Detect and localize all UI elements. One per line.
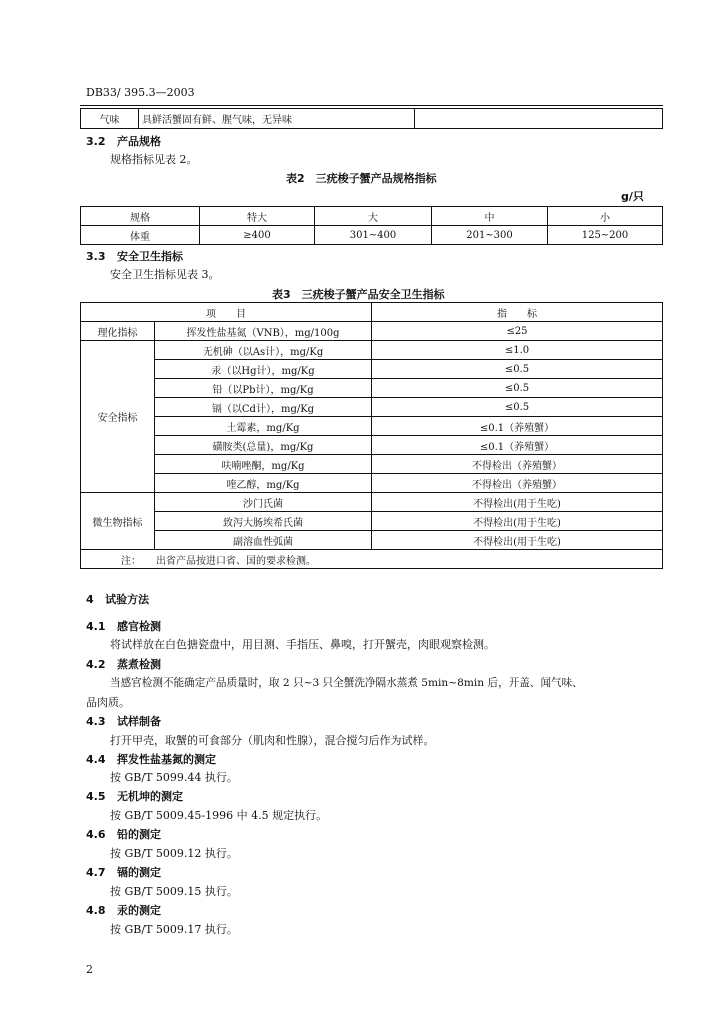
section-title: 铅的测定 [117, 828, 161, 841]
table3-item: 土霉素，mg/Kg [155, 417, 372, 436]
section-number: 4.4 [86, 753, 106, 766]
section-title: 蒸煮检测 [117, 658, 161, 671]
section-4-2-text-continued: 品肉质。 [86, 696, 130, 709]
table-row [81, 379, 663, 398]
section-4-8-heading [86, 902, 161, 918]
table3-value: ≤0.1（养殖蟹） [372, 436, 663, 455]
table2-cell: 125~200 [548, 226, 663, 245]
section-4-1-text: 将试样放在白色搪瓷盘中，用目测、手指压、鼻嗅，打开蟹壳，肉眼观察检测。 [110, 638, 495, 651]
section-title: 产品规格 [117, 135, 161, 148]
table-row [81, 417, 663, 436]
section-number: 4.3 [86, 715, 106, 728]
section-title: 汞的测定 [117, 904, 161, 917]
table3-note: 注： 出省产品按进口省、国的要求检测。 [81, 550, 663, 569]
section-4-4-text: 按 GB/T 5099.44 执行。 [110, 771, 238, 784]
table2-cell: 201~300 [432, 226, 548, 245]
section-number: 4.6 [86, 828, 106, 841]
section-4-6-text: 按 GB/T 5009.12 执行。 [110, 847, 238, 860]
section-title: 感官检测 [117, 620, 161, 633]
section-number: 4 [86, 593, 94, 606]
section-4-5-text: 按 GB/T 5009.45-1996 中 4.5 规定执行。 [110, 809, 328, 822]
table3-value: ≤0.5 [372, 398, 663, 417]
table3-item: 汞（以Hg计），mg/Kg [155, 360, 372, 379]
table3-item: 致泻大肠埃希氏菌 [155, 512, 372, 531]
section-title: 试样制备 [117, 715, 161, 728]
table3-item: 喹乙醇，mg/Kg [155, 474, 372, 493]
section-4-4-heading [86, 751, 216, 767]
section-number: 4.8 [86, 904, 106, 917]
section-4-8-text: 按 GB/T 5009.17 执行。 [110, 923, 238, 936]
table-row [81, 322, 663, 341]
table-row [81, 226, 663, 245]
section-title: 挥发性盐基氮的测定 [117, 753, 216, 766]
table3-value: ≤0.5 [372, 379, 663, 398]
table3-group: 安全指标 [81, 341, 155, 493]
section-4-1-heading [86, 618, 161, 634]
table-row [81, 360, 663, 379]
table3-item: 呋喃唑酮，mg/Kg [155, 455, 372, 474]
section-3-2-text: 规格指标见表 2。 [110, 153, 198, 166]
table3-header-index: 指 标 [372, 303, 663, 322]
table2 [80, 206, 663, 245]
section-4-3-heading [86, 713, 161, 729]
table2-header-cell: 大 [315, 207, 432, 226]
table-row [81, 455, 663, 474]
section-4-5-heading [86, 788, 183, 804]
section-4-2-text: 当感官检测不能确定产品质量时，取 2 只~3 只全蟹洗净隔水蒸煮 5min~8min 后，开盖、闻气味、 [110, 677, 583, 689]
table-row [81, 474, 663, 493]
table-row [81, 512, 663, 531]
section-3-3-heading [86, 248, 183, 264]
table3-item: 铅（以Pb计），mg/Kg [155, 379, 372, 398]
table-row [81, 493, 663, 512]
table1-label: 气味 [81, 109, 139, 129]
header-rule [80, 105, 663, 106]
table3-caption: 表3 三疣梭子蟹产品安全卫生指标 [272, 288, 445, 301]
table3-value: ≤0.5 [372, 360, 663, 379]
section-number: 3.3 [86, 250, 106, 263]
section-3-3-text: 安全卫生指标见表 3。 [110, 268, 220, 281]
table-row [81, 531, 663, 550]
table3-value: ≤0.1（养殖蟹） [372, 417, 663, 436]
table3-group: 理化指标 [81, 322, 155, 341]
table-row [81, 207, 663, 226]
section-title: 镉的测定 [117, 866, 161, 879]
section-title: 安全卫生指标 [117, 250, 183, 263]
table2-header-cell: 中 [432, 207, 548, 226]
table2-caption: 表2 三疣梭子蟹产品规格指标 [286, 172, 437, 185]
table3-header-item: 项 目 [81, 303, 372, 322]
table3-value: 不得检出(用于生吃) [372, 493, 663, 512]
section-title: 试验方法 [105, 593, 150, 606]
table-row [81, 341, 663, 360]
section-title: 无机坤的测定 [117, 790, 183, 803]
table2-cell: 体重 [81, 226, 200, 245]
table1-extra [415, 109, 663, 129]
table3 [80, 302, 663, 569]
section-4-2-heading [86, 656, 161, 672]
table-row [81, 303, 663, 322]
table3-value: 不得检出(用于生吃) [372, 531, 663, 550]
table-row [81, 109, 663, 129]
table3-value: ≤25 [372, 322, 663, 341]
table-row [81, 550, 663, 569]
table3-value: ≤1.0 [372, 341, 663, 360]
table2-header-cell: 小 [548, 207, 663, 226]
page-number: 2 [86, 963, 93, 976]
table3-item: 副溶血性弧菌 [155, 531, 372, 550]
section-4-7-text: 按 GB/T 5009.15 执行。 [110, 885, 238, 898]
table3-item: 挥发性盐基氮（VNB），mg/100g [155, 322, 372, 341]
document-code: DB33/ 395.3—2003 [86, 86, 195, 99]
table3-item: 镉（以Cd计），mg/Kg [155, 398, 372, 417]
table-row [81, 436, 663, 455]
section-4-heading [86, 591, 149, 607]
section-number: 4.1 [86, 620, 106, 633]
table-row [81, 398, 663, 417]
section-number: 4.2 [86, 658, 106, 671]
table1-value: 具鲜活蟹固有鲜、腥气味，无异味 [139, 109, 415, 129]
table3-value: 不得检出(用于生吃) [372, 512, 663, 531]
table3-item: 沙门氏菌 [155, 493, 372, 512]
table2-unit: g/只 [621, 190, 644, 203]
section-number: 3.2 [86, 135, 106, 148]
section-3-2-heading [86, 133, 161, 149]
table2-cell: ≥400 [200, 226, 315, 245]
section-number: 4.5 [86, 790, 106, 803]
table2-cell: 301~400 [315, 226, 432, 245]
table3-value: 不得检出（养殖蟹） [372, 455, 663, 474]
table3-value: 不得检出（养殖蟹） [372, 474, 663, 493]
table1-tail [80, 108, 663, 129]
section-number: 4.7 [86, 866, 106, 879]
table3-group: 微生物指标 [81, 493, 155, 550]
table2-header-cell: 特大 [200, 207, 315, 226]
section-4-3-text: 打开甲壳，取蟹的可食部分（肌肉和性腺），混合搅匀后作为试样。 [110, 734, 435, 747]
table3-item: 磺胺类(总量)，mg/Kg [155, 436, 372, 455]
table2-header-cell: 规格 [81, 207, 200, 226]
section-4-6-heading [86, 826, 161, 842]
table3-item: 无机砷（以As计），mg/Kg [155, 341, 372, 360]
section-4-7-heading [86, 864, 161, 880]
